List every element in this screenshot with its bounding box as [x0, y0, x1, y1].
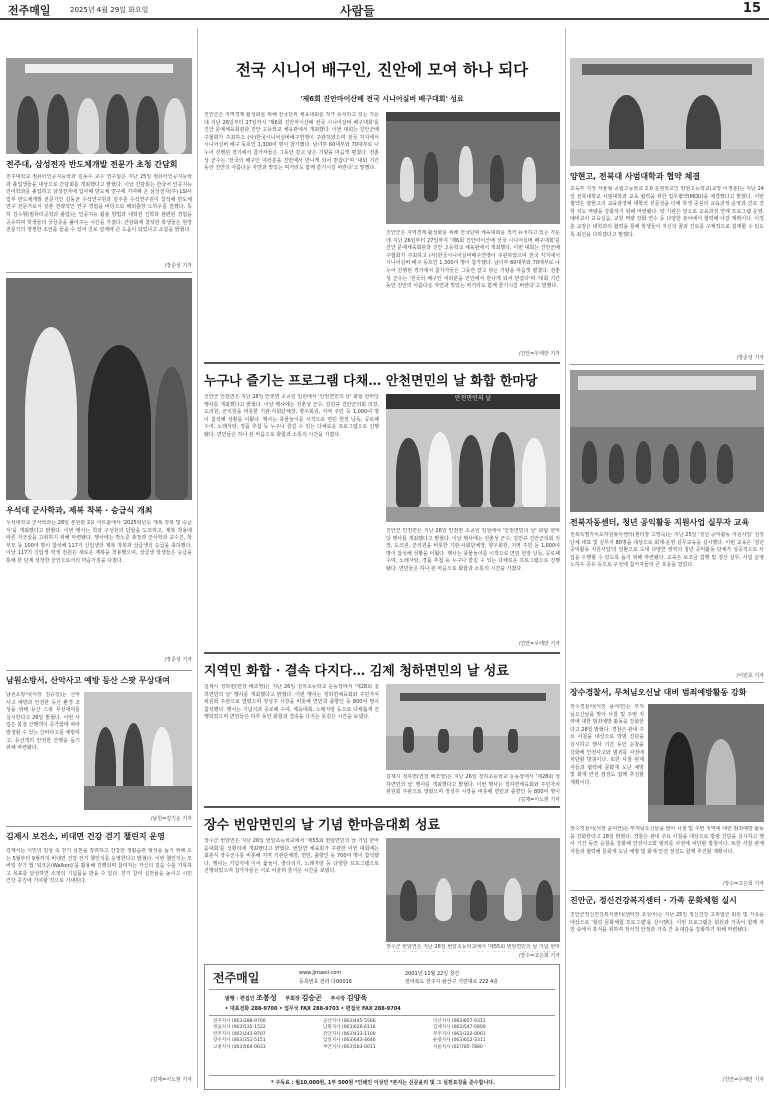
- divider: [204, 806, 560, 808]
- temple-patrol-photo: [648, 704, 764, 822]
- divider: [6, 826, 192, 827]
- headline: 전국 시니어 배구인, 진안에 모여 하나 되다: [235, 60, 529, 79]
- divider: [204, 652, 560, 654]
- article-body-cont: 장수군 번암면은 지난 26일 번암초등학교에서 '제55회 번암면민의 날 기념 한마: [386, 944, 560, 950]
- photo-banner: 안천면민의 날: [386, 394, 560, 409]
- article-body: 교육부 지정 자율형 공립고등학교 2.0 운영학교인 양현고등학교(교장 이정훈)는 지난 24일 전북대학교 사범대학과 교육 협력을 위한 업무협약(MOU)을 체결했다고 밝혔다. 이번 협약은 양현고의 교육과정에 대학의 전문성을 더해 학생 중심의 교육과정 운영과 진로 진학 지도 역량을 강화하기 위해 마련됐다. 양 기관은 앞으로 교육과정 연계 프로그램 운영, 예비교사 교육실습, 교원 역량 강화 연수 등 다양한 분야에서 협력해 나갈 계획이다. 이정훈 교장은 대학과의 협력을 통해 학생들이 자신의 꿈과 진로를 구체적으로 설계할 수 있도록 최선을 다하겠다고 말했다.: [570, 186, 764, 238]
- byline: /진안=우태만 기자: [722, 1077, 764, 1083]
- article-body: 장수군 번암면은 지난 26일 번암초등학교에서 '제55회 번암면민의 날 기념 한마음대회'를 성황리에 개최했다고 밝혔다. 번암면 체육회가 주관한 이번 대회에는 최훈식 장수군수를 비롯해 지역 기관단체장, 면민, 출향인 등 700여 명이 참석했다. 행사는 기념식에 이어 윷놀이, 줄다리기, 노래자랑 등 다양한 프로그램으로 진행되었으며 참가자들은 서로 어울려 즐거운 시간을 보냈다.: [204, 838, 379, 875]
- headline: 장수 번암면민의 날 기념 한마음대회 성료: [204, 818, 441, 833]
- beonam-festival-photo: [386, 838, 560, 942]
- divider: [204, 362, 560, 364]
- headline: 진안군, 정신건강복지센터 · 가족 문화체험 실시: [570, 896, 737, 905]
- byline: /김제=이노현 기자: [150, 1077, 192, 1083]
- headline: 양현고, 전북대 사범대학과 협약 체결: [570, 172, 701, 181]
- anchon-festival-photo: [386, 394, 560, 522]
- divider: [570, 890, 764, 891]
- branch-list: 전주지사 (063)288-9700 군산지사 (063)445-5566 익산지사 (063)857-9311 정읍지사 (063)535-1522 남원지사 (063)626-6116 김제지사 (063)547-0800 완주지사 (063)243-9707 진안지사 (063)433-1100 무주지사 (063)322-0061 장수지사 (063)351-5151 임실지사 (063)643-4646 순창지사 (063)652-3311 고창지사 (063)564-0033 부안지사 (063)583-0011 서울지사 (02)785-7880: [213, 1019, 486, 1050]
- uniform-ceremony-photo: [6, 278, 192, 500]
- byline: /장수=고은희 기자: [722, 881, 764, 887]
- masthead-website: www.jjmaeil.com: [299, 970, 342, 976]
- column-divider: [565, 28, 566, 1088]
- article-body: 진안군정신건강복지센터(센터장 조성아)는 지난 25일 정신건강 고위험군 회원 및 가족을 대상으로 '힐링 문화체험 프로그램'을 실시했다. 이번 프로그램은 회원과 가족이 함께 자연 속에서 휴식을 취하며 정서적 안정과 가족 간 유대감을 강화하기 위해 마련됐다.: [570, 912, 764, 934]
- article-body: 우석대학교 군사학과는 28일 본원관 2층 아트홀에서 '2025학년도 제복 착복 및 승급식'을 개최했다고 밝혔다. 이번 행사는 학과 구성원의 단합을 도모하고, 제복 착용에 따른 자긍심을 고취하기 위해 마련됐다. 행사에는 박노준 총장과 군사학과 교수진, 학부모 등 100여 명이 참석해 117기 신입생의 제복 착복과 상급생의 승급을 축하했다. 이날 117기 신입생 학생 전원은 새로운 제복을 착용했으며, 상급생 학생들은 승급을 통해 한 단계 성장한 군인으로서의 마음가짐을 다졌다.: [6, 520, 192, 564]
- byline: /진안=우태만 기자: [518, 351, 560, 357]
- headline: 장수경찰서, 무처님오신날 대비 범죄예방활동 강화: [570, 688, 747, 697]
- masthead-footer: * 구독료 : 월10,000원, 1부 500원 *인쇄인 이상민 *본지는 신문윤리 및 그 실천요강을 준수합니다.: [270, 1080, 496, 1086]
- article-body: 장수경찰서(서장 윤여연)는 부처님오신날을 맞아 사찰 및 주변 지역에 대한 범죄예방 활동을 강화한다고 28일 밝혔다. 경찰은 관내 주요 사찰을 대상으로 방범 진단을 실시하고 행사 기간 동안 순찰을 강화해 안전사고와 범죄를 사전에 차단할 방침이다. 또한 사찰 관계자들과 협력해 문화재 도난 예방 및 화재 안전 점검도 함께 추진할 계획이다.: [570, 704, 644, 786]
- divider: [570, 682, 764, 683]
- headline: 전북자동센터, 청년 공익활동 지원사업 실무자 교육: [570, 518, 750, 527]
- article-body: 진안군은 지역경제 활성화를 위해 전국단위 체육대회를 적극 유치하고 있는 가운데 지난 26일부터 27일까지 '제6회 진안마이산배 전국 시니어실버 배구대회'를 진안 문예체육회관과 진안 고등학교 체육관에서 개최했다. 이번 대회는 진안군배구협회가 주최하고 (사)한국시니어실버배구연맹이 주관하였으며 전국 각지에서 시니어실버 배구 동호인 1,300여 명이 참가했다. 남녀부 60대부와 70대부로 나누어 진행된 경기에서 참가자들은 그동안 갈고 닦은 기량을 마음껏 펼쳤다. 전춘성 군수는 '전국의 배구인 여러분을 진안에서 만나게 되어 반갑다'며 '대회 기간 동안 진안의 아름다운 자연과 맛있는 먹거리도 함께 즐기시길 바란다'고 말했다.: [204, 112, 379, 172]
- headline: 남원소방서, 산악사고 예방 등산 스팟 무상대여: [6, 676, 170, 685]
- byline: /장수=고은희 기자: [518, 953, 560, 959]
- masthead-registration: 등록번호 전라 다00016: [299, 979, 352, 985]
- page-header: [0, 0, 769, 20]
- page-number: 15: [742, 1, 761, 16]
- cheongha-festival-photo: [386, 684, 560, 770]
- byline: /남원=김기운 기자: [150, 816, 192, 822]
- byline: /장준성 기자: [736, 355, 764, 361]
- article-body: 김제시는 시민의 일상 속 걷기 실천을 장려하고 건강한 생활습관 형성을 돕기 위해 오는 5월부터 9월까지 비대면 건강 걷기 챌린지를 운영한다고 밝혔다. 이번 챌린지는 모바일 걷기 앱 '워크온(Walkon)'을 활용해 진행되며 참여자는 자신의 걸음 수를 기록하고 목표를 달성하면 소정의 기념품을 받을 수 있다. 걷기 참여 실천율을 높이고 시민 건강 증진에 기여할 것으로 기대된다.: [6, 848, 192, 885]
- paper-name: 전주매일: [8, 4, 51, 17]
- byline: /장준성 기자: [164, 657, 192, 663]
- byline: /김제=이노현 기자: [518, 797, 560, 803]
- byline: /이민호 기자: [736, 673, 764, 679]
- masthead-contacts: • 대표전화 288-9700 • 업무국 FAX 288-9703 • 편집국 FAX 288-9704: [225, 1006, 401, 1012]
- article-body-cont: 진안군은 지역경제 활성화를 위해 전국단위 체육대회를 적극 유치하고 있는 가운데 지난 26일부터 27일까지 '제6회 진안마이산배 전국 시니어실버 배구대회'를 진안 문예체육회관과 진안 고등학교 체육관에서 개최했다. 이번 대회는 진안군배구협회가 주최하고 (사)한국시니어실버배구연맹이 주관하였으며 전국 각지에서 시니어실버 배구 동호인 1,300여 명이 참가했다. 남녀부 60대부와 70대부로 나누어 진행된 경기에서 참가자들은 그동안 갈고 닦은 기량을 마음껏 펼쳤다. 전춘성 군수는 '전국의 배구인 여러분을 진안에서 만나게 되어 반갑다'며 '대회 기간 동안 진안의 아름다운 자연과 맛있는 먹거리도 함께 즐기시길 바란다'고 말했다.: [386, 230, 560, 290]
- divider: [570, 364, 764, 365]
- headline: 지역민 화합 · 결속 다지다… 김제 청하면민의 날 성료: [204, 664, 509, 679]
- article-body-cont: 김제시 청하면(면장 배조영)은 지난 26일 청하초등학교 운동장에서 '제28회 청하면민의 날' 행사를 개최했다고 밝혔다. 이번 행사는 청하면체육회와 주민자치위원회 주관으로 열렸으며 정성주 시장을 비롯해 면민과 출향인 등 800여 명이: [386, 774, 560, 796]
- article-body-cont: 장수경찰서(서장 윤여연)는 부처님오신날을 맞아 사찰 및 주변 지역에 대한 범죄예방 활동을 강화한다고 28일 밝혔다. 경찰은 관내 주요 사찰을 대상으로 방범 진단을 실시하고 행사 기간 동안 순찰을 강화해 안전사고와 범죄를 사전에 차단할 방침이다. 또한 사찰 관계자들과 협력해 문화재 도난 예방 및 화재 안전 점검도 함께 추진할 계획이다.: [570, 826, 764, 855]
- article-body-cont: 진안군 안천면은 지난 26일 안천면 소공원 일원에서 '안천면민의 날' 화합 한마당 행사를 개최했다고 밝혔다. 이날 행사에는 전춘성 군수, 김민규 진안군의회 의장, 도의원, 군의원을 비롯한 기관·사회단체장, 향우회원, 지역 주민 등 1,000여 명이 참석해 성황을 이뤘다. 행사는 풍물놀이를 시작으로 면민 헌장 낭독, 공로패 수여, 노래자랑, 경품 추첨 등 누구나 즐길 수 있는 다채로운 프로그램으로 진행됐다. 면민들은 하나 된 마음으로 화합과 소통의 시간을 가졌다.: [386, 528, 560, 572]
- masthead-title: 전주매일: [213, 971, 260, 985]
- volleyball-game-photo: [386, 112, 560, 224]
- masthead-box: [204, 964, 560, 1090]
- article-body: 진안군 안천면은 지난 26일 안천면 소공원 일원에서 '안천면민의 날' 화합 한마당 행사를 개최했다고 밝혔다. 이날 행사에는 전춘성 군수, 김민규 진안군의회 의장, 도의원, 군의원을 비롯한 기관·사회단체장, 향우회원, 지역 주민 등 1,000여 명이 참석해 성황을 이뤘다. 행사는 풍물놀이를 시작으로 면민 헌장 낭독, 공로패 수여, 노래자랑, 경품 추첨 등 누구나 즐길 수 있는 다채로운 프로그램으로 진행됐다. 면민들은 하나 된 마음으로 화합과 소통의 시간을 가졌다.: [204, 394, 379, 438]
- hiking-equipment-photo: [84, 692, 192, 810]
- masthead-officers: 발행 · 편집인 조봉성 부회장 김승곤 부사장 김양옥: [225, 994, 368, 1002]
- divider: [6, 670, 192, 671]
- headline: 전주대, 삼성전자 반도체개발 전문가 초청 간담회: [6, 160, 178, 169]
- masthead-founded: 2001년 11월 22일 창간: [405, 971, 460, 977]
- byline: /장준성 기자: [164, 263, 192, 269]
- article-body: 전주대학교 컴퓨터인공지능학과 김동수 교수 연구팀은 지난 25일 컴퓨터인공지능학과 졸업생들을 대상으로 간담회를 개최했다고 밝혔다. 이날 간담회는 한국어 인공지능언어학과를 졸업하고 삼성전자에 입사해 반도체 연구에 기여해 온 삼성전자(주) LSI사업부 반도체개발 전문가인 김동균 수석연구원과 김주훈 수석연구원이 참석해 반도체 연구 전문가로서 갖춘 전략적인 연구 경험을 바탕으로 해외출장 노하우를 전했다. 특히 김수형(컴퓨터공학과 졸업)는 인공지능 활용 방법과 대학원 진학과 관련된 경험을 공유하며 학생들의 궁금증을 풀어주는 시간을 가졌다. 간담회에 참석한 학생들은 현장 전문가의 생생한 조언을 들을 수 있어 진로 설계에 큰 도움이 되었다고 소감을 밝혔다.: [6, 174, 192, 234]
- headline: 누구나 즐기는 프로그램 다채… 안천면민의 날 화합 한마당: [204, 374, 538, 389]
- column-divider: [197, 28, 198, 1088]
- headline: 김제시 보건소, 비대면 건강 걷기 챌린지 운영: [6, 832, 165, 841]
- issue-date: 2025년 4월 29일 화요일: [70, 6, 149, 14]
- article-body: 전북특별자치도자원봉사센터(센터장 고영숙)는 지난 25일 '청년 공익활동 지원사업' 선정 단체 대표 및 실무자 80명을 대상으로 회계·운영 실무교육을 실시했다. 이번 교육은 '청년공익활동 지원사업'의 일환으로 도내 다양한 영역의 청년 공익활동 단체가 성공적으로 사업을 수행할 수 있도록 돕기 위해 마련됐다. 교육은 보조금 집행 및 정산 실무, 사업 운영 노하우 공유 등으로 구성돼 참가자들의 큰 호응을 얻었다.: [570, 532, 764, 569]
- seminar-photo: [6, 58, 192, 154]
- byline: /진안=우태만 기자: [518, 641, 560, 647]
- divider: [6, 272, 192, 273]
- section-title: 사람들: [340, 4, 375, 18]
- article-body: 남원소방서(서장 김승일)는 산악사고 예방과 안전한 등산 환경 조성을 위해 등산 스팟 무상대여를 실시한다고 26일 밝혔다. 이번 사업은 봄철 산행객이 증가함에 따라 발생할 수 있는 산악사고를 예방하고, 등산객의 안전한 산행을 돕기 위해 마련됐다.: [6, 692, 80, 752]
- masthead-address: 전라북도 전주시 완산구 기린대로 222 4층: [405, 979, 499, 985]
- subheadline: '제6회 진안마이산배 전국 시니어실버 배구대회' 성료: [300, 95, 464, 103]
- headline: 우석대 군사학과, 제복 착복 · 승급식 개최: [6, 506, 153, 515]
- training-session-photo: [570, 370, 764, 512]
- mou-signing-photo: [570, 58, 764, 166]
- article-body: 김제시 청하면(면장 배조영)은 지난 26일 청하초등학교 운동장에서 '제28회 청하면민의 날' 행사를 개최했다고 밝혔다. 이번 행사는 청하면체육회와 주민자치위원회 주관으로 열렸으며 정성주 시장을 비롯해 면민과 출향인 등 800여 명이 참석했다. 행사는 기념식과 공로패 수여, 체육대회, 노래자랑 등으로 다채롭게 진행되었으며 면민들은 하루 동안 화합과 결속을 다지는 뜻깊은 시간을 보냈다.: [204, 684, 379, 721]
